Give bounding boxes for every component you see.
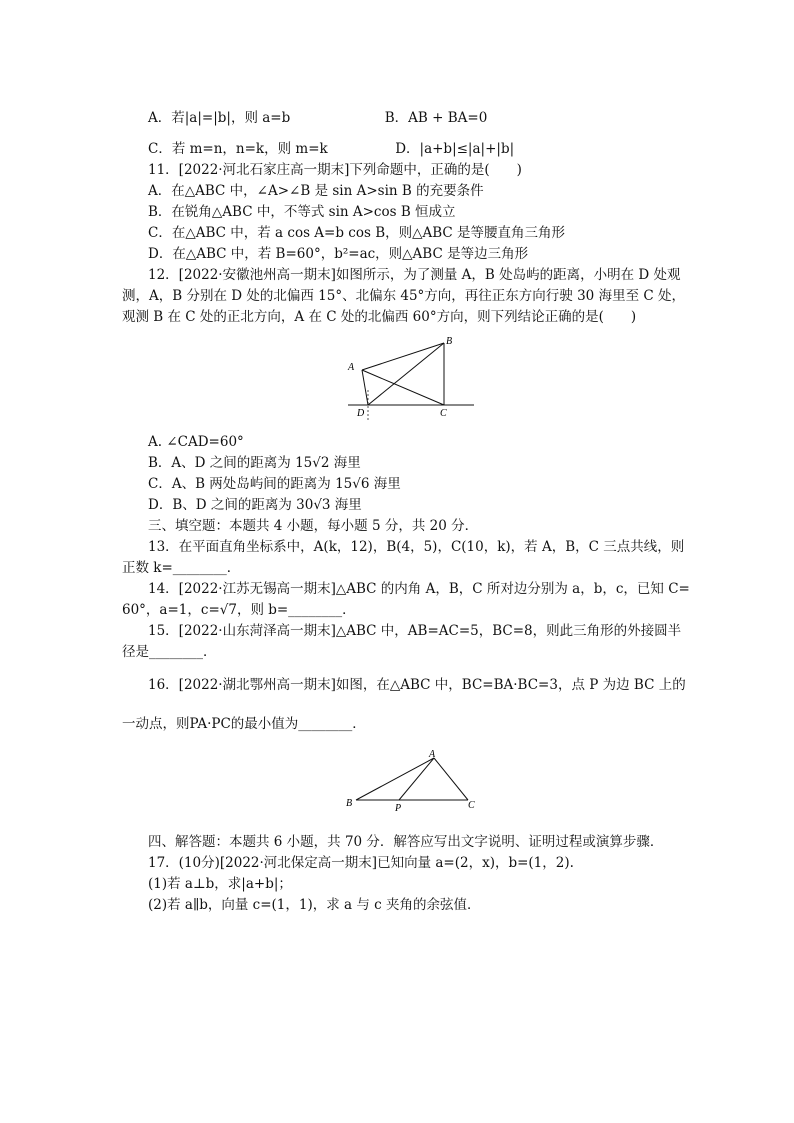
- text-line-q12b: 测，A，B 分别在 D 处的北偏西 15°、北偏东 45°方向，再往正东方向行驶 30 海里至 C 处，: [122, 288, 685, 304]
- fig12-label-a: A: [348, 362, 355, 373]
- text-line-q13a: 13．在平面直角坐标系中，A(k，12)，B(4，5)，C(10，k)，若 A，B，C 三点共线，则: [148, 539, 685, 555]
- text-line-q17_2: (2)若 a∥b，向量 c=(1，1)，求 a 与 c 夹角的余弦值．: [148, 897, 481, 913]
- text-line-q16b: 一动点，则PA·PC的最小值为________．: [122, 716, 366, 732]
- text-line-q15b: 径是________．: [122, 644, 217, 660]
- text-line-q13b: 正数 k=________．: [122, 560, 241, 576]
- text-line-q15a: 15．[2022·山东菏泽高一期末]△ABC 中，AB=AC=5，BC=8，则此三角形的外接圆半: [148, 623, 682, 639]
- text-line-q12oa: A. ∠CAD=60°: [148, 434, 244, 450]
- text-line-q17: 17．(10分)[2022·河北保定高一期末]已知向量 a=(2，x)，b=(1，2).: [148, 855, 574, 871]
- fig12-label-b: B: [446, 336, 453, 347]
- fig12-label-d: D: [357, 408, 365, 419]
- text-line-q10cd: C．若 m=n，n=k，则 m=k D．|a+b|≤|a|+|b|: [148, 141, 515, 157]
- text-line-q12c: 观测 B 在 C 处的正北方向，A 在 C 处的北偏西 60°方向，则下列结论正确的是( ): [122, 309, 637, 325]
- text-line-q11: 11．[2022·河北石家庄高一期末]下列命题中，正确的是( ): [148, 162, 522, 178]
- fig16-label-p: P: [395, 803, 402, 812]
- text-line-sec4: 四、解答题：本题共 6 小题，共 70 分．解答应写出文字说明、证明过程或演算步骤．: [148, 834, 664, 850]
- text-line-q12ob: B．A、D 之间的距离为 15√2 海里: [148, 455, 361, 471]
- text-line-q16a: 16．[2022·湖北鄂州高一期末]如图，在△ABC 中，BC=BA·BC=3，点 P 为边 BC 上的: [148, 677, 686, 693]
- text-line-q12a: 12．[2022·安徽池州高一期末]如图所示，为了测量 A，B 处岛屿的距离，小明在 D 处观: [148, 267, 681, 283]
- text-line-q10ab: A．若|a|=|b|，则 a=b B．AB + BA=0: [148, 110, 488, 126]
- text-line-q14b: 60°，a=1，c=√7，则 b=________．: [122, 602, 356, 618]
- fig16-label-c: C: [468, 800, 475, 811]
- text-line-q12od: D．B、D 之间的距离为 30√3 海里: [148, 497, 362, 513]
- figure-q12-triangle: [344, 334, 474, 420]
- text-line-q11c: C．在△ABC 中，若 a cos A=b cos B，则△ABC 是等腰直角三角形: [148, 225, 566, 241]
- text-line-q11a: A．在△ABC 中，∠A>∠B 是 sin A>sin B 的充要条件: [148, 183, 484, 199]
- figure-q16-triangle: [344, 748, 478, 812]
- text-line-q14a: 14．[2022·江苏无锡高一期末]△ABC 的内角 A，B，C 所对边分别为 a，b，c，已知 C=: [148, 581, 690, 597]
- fig16-label-b: B: [346, 798, 353, 809]
- text-line-q12oc: C．A、B 两处岛屿间的距离为 15√6 海里: [148, 476, 401, 492]
- fig16-label-a: A: [429, 749, 436, 760]
- text-line-q11b: B．在锐角△ABC 中，不等式 sin A>cos B 恒成立: [148, 204, 456, 220]
- text-line-sec3: 三、填空题：本题共 4 小题，每小题 5 分，共 20 分．: [148, 518, 479, 534]
- fig12-label-c: C: [440, 408, 447, 419]
- text-line-q17_1: (1)若 a⊥b，求|a+b|；: [148, 876, 292, 892]
- text-line-q11d: D．在△ABC 中，若 B=60°，b²=ac，则△ABC 是等边三角形: [148, 246, 529, 262]
